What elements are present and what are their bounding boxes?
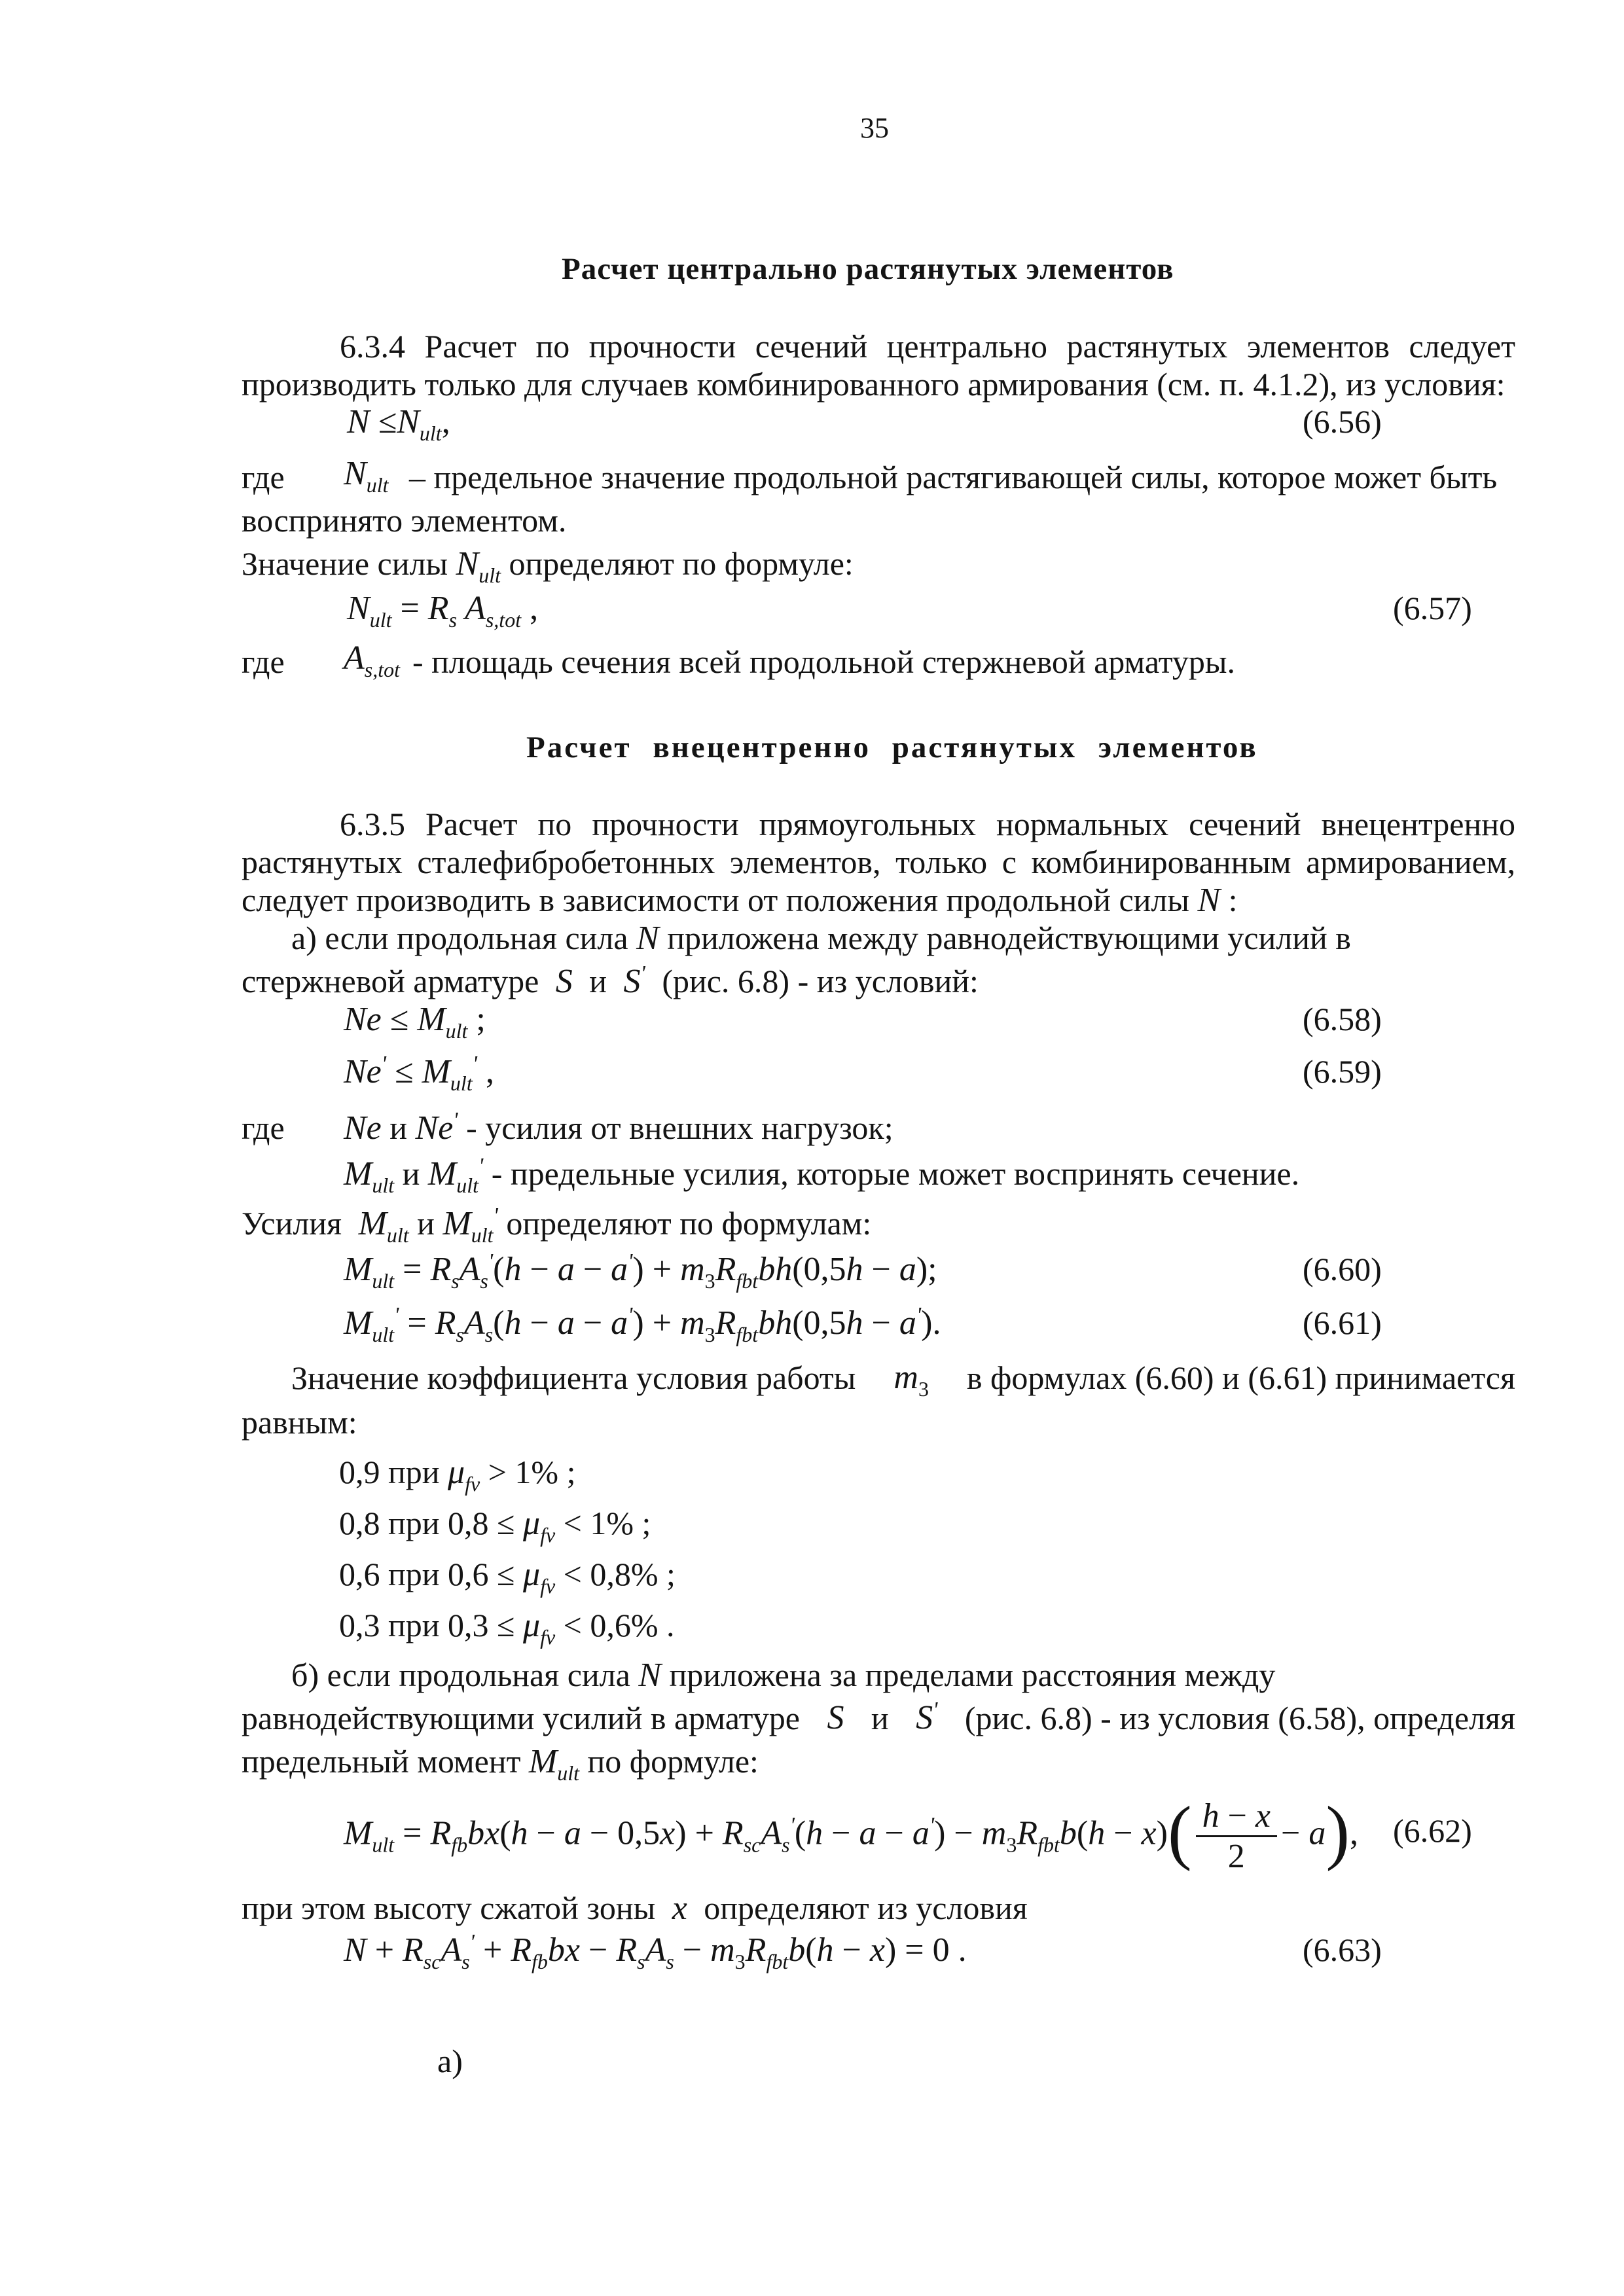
equation-6-59: $Ne' \le M_{ult}'$ , (344, 1052, 494, 1095)
case-a-line2-b: (рис. 6.8) - из условий: (662, 963, 979, 999)
equation-number-6-59: (6.59) (1303, 1053, 1382, 1090)
and-word-3: и (402, 1155, 420, 1192)
coefficient-row-lead: 0,3 при 0,3 ≤ (339, 1607, 515, 1643)
equation-6-58: $Ne \le M_{ult}$ ; (344, 1001, 486, 1043)
force-value-intro (242, 542, 854, 586)
symbol-s-prime: S' (615, 961, 645, 1000)
equation-6-57: $N_{ult} = R_s$ $A_{s,tot}$ , (347, 590, 539, 632)
symbol-ne: Ne (344, 1109, 382, 1147)
symbol-mu-fv: $\mu_{fv}$ (522, 1556, 556, 1598)
symbol-s-2: S (827, 1699, 844, 1736)
coefficient-row (339, 1604, 675, 1647)
where-label-3: где (242, 1109, 285, 1146)
case-a-line1-b: приложена между равнодействующими усилий в (667, 920, 1351, 956)
coefficient-row-condition: > 1% ; (488, 1454, 576, 1490)
symbol-n-2: N (636, 920, 659, 957)
case-b-line3-b: по формуле: (587, 1743, 759, 1780)
nult-definition-line2: воспринято элементом. (242, 502, 567, 539)
symbol-mult-3: $M_{ult}$ (528, 1743, 580, 1785)
coefficient-row-condition: < 1% ; (563, 1505, 651, 1541)
coefficient-line2: равным: (242, 1404, 357, 1441)
symbol-mu-fv: $\mu_{fv}$ (522, 1607, 556, 1649)
height-intro-a: при этом высоту сжатой зоны (242, 1890, 656, 1926)
case-b-line3-a: предельный момент (242, 1743, 521, 1780)
equation-6-60: $M_{ult} = R_sA_s'(h - a - a') + m_3R_{fbt}bh(0,5h - a)$; (344, 1249, 937, 1293)
ne-definition-text: - усилия от внешних нагрузок; (466, 1109, 893, 1146)
equation-6-63: $N + R_{sc}A_s' + R_{fb}bx - R_sA_s - m_3R_{fbt}b(h - x) = 0$ . (344, 1930, 967, 1973)
case-b-line2-b: (рис. 6.8) - из условия (6.58), определяя (964, 1700, 1515, 1736)
force-value-intro-b: определяют по формуле: (509, 545, 854, 582)
nult-symbol: $N_{ult}$ (344, 455, 389, 497)
case-a-line2-a: стержневой арматуре (242, 963, 539, 999)
equation-6-61: $M_{ult}' = R_sA_s(h - a - a') + m_3R_{fbt}bh(0,5h - a')$. (344, 1303, 941, 1346)
mult-definition (344, 1152, 1299, 1196)
symbol-n-3: N (638, 1657, 662, 1694)
coefficient-line1 (291, 1356, 1515, 1399)
paragraph-6-3-5-line3-text: следует производить в зависимости от положения продольной силы (242, 882, 1189, 918)
coefficient-row-lead: 0,9 при (339, 1454, 440, 1490)
case-b-line3 (242, 1740, 759, 1784)
case-b-line1-a: б) если продольная сила (291, 1657, 630, 1693)
coefficient-row (339, 1450, 575, 1494)
section-heading-eccentric-tension: Расчет внецентренно растянутых элементов (526, 730, 1258, 764)
equation-number-6-61: (6.61) (1303, 1304, 1382, 1341)
astot-definition: - площадь сечения всей продольной стержневой арматуры. (412, 643, 1236, 680)
equation-number-6-58: (6.58) (1303, 1001, 1382, 1037)
nult-symbol-inline: $N_{ult}$ (456, 545, 501, 587)
symbol-mu-fv: $\mu_{fv}$ (448, 1454, 480, 1496)
paragraph-6-3-5-line2: растянутых сталефибробетонных элементов, только с комбинированным армированием, (242, 844, 1515, 880)
height-intro (242, 1886, 1028, 1930)
where-label: где (242, 459, 285, 495)
symbol-n: N (1197, 882, 1221, 919)
symbol-mu-fv: $\mu_{fv}$ (522, 1505, 556, 1547)
case-b-line2 (242, 1696, 1515, 1740)
astot-symbol: $A_{s,tot}$ (344, 639, 400, 681)
case-b-line1-b: приложена за пределами расстояния между (669, 1657, 1276, 1693)
forces-intro (242, 1202, 871, 1246)
equation-6-56: $N \le N_{ult}$, (347, 403, 450, 445)
coefficient-row-condition: < 0,8% ; (563, 1556, 676, 1592)
coefficient-line1-b: в формулах (6.60) и (6.61) принимается (966, 1359, 1515, 1396)
case-b-line1 (291, 1653, 1275, 1697)
coefficient-row-lead: 0,8 при 0,8 ≤ (339, 1505, 515, 1541)
coefficient-row (339, 1501, 651, 1545)
symbol-ne-prime: Ne' (415, 1108, 458, 1147)
section-heading-central-tension: Расчет центрально растянутых элементов (562, 252, 1174, 286)
case-a-line1-a: а) если продольная сила (291, 920, 628, 956)
and-word-5: и (871, 1700, 889, 1736)
equation-number-6-57: (6.57) (1393, 590, 1472, 626)
equation-6-62: $M_{ult} = R_{fb}bx(h - a - 0,5x) + R_{sc}A_s'(h - a - a') - m_3R_{fbt}b(h - x)$( $\frac{h - x}{2}$ − a), (344, 1791, 1358, 1875)
and-word-4: и (417, 1205, 435, 1242)
equation-number-6-63: (6.63) (1303, 1931, 1382, 1968)
nult-definition-line1: – предельное значение продольной растягивающей силы, которое может быть (409, 459, 1498, 495)
equation-number-6-62: (6.62) (1393, 1812, 1472, 1849)
symbol-mult: $M_{ult}$ (344, 1155, 395, 1197)
symbol-mult-prime: $M_{ult}'$ (427, 1154, 484, 1197)
forces-intro-a: Усилия (242, 1205, 342, 1242)
symbol-mult-2: $M_{ult}$ (350, 1205, 409, 1247)
force-value-intro-a: Значение силы (242, 545, 448, 582)
and-word: и (589, 963, 607, 999)
paragraph-6-3-5-line1: 6.3.5 Расчет по прочности прямоугольных нормальных сечений внецентренно (340, 806, 1515, 842)
page-number: 35 (860, 112, 889, 144)
ne-definition (344, 1106, 893, 1150)
case-a-line2 (242, 960, 979, 1003)
paragraph-6-3-5-line3: следует производить в зависимости от положения продольной силы N : (242, 882, 1238, 919)
equation-number-6-56: (6.56) (1303, 403, 1382, 440)
symbol-mult-prime-2: $M_{ult}'$ (442, 1204, 498, 1247)
equation-number-6-60: (6.60) (1303, 1251, 1382, 1287)
and-word-2: и (389, 1109, 408, 1146)
where-label-2: где (242, 643, 285, 680)
case-a-line1 (291, 916, 1351, 960)
paragraph-6-3-4-line1: 6.3.4 Расчет по прочности сечений центрально растянутых элементов следует (340, 328, 1515, 365)
figure-label-a: а) (437, 2043, 463, 2079)
mult-definition-text: - предельные усилия, которые может воспринять сечение. (491, 1155, 1300, 1192)
case-b-line2-a: равнодействующими усилий в арматуре (242, 1700, 801, 1736)
symbol-s-prime-2: S' (916, 1698, 938, 1736)
coefficient-row (339, 1552, 676, 1596)
coefficient-row-lead: 0,6 при 0,6 ≤ (339, 1556, 515, 1592)
symbol-s: S (547, 963, 581, 1000)
symbol-x: x (663, 1890, 696, 1927)
symbol-m3: $m_3$ (893, 1359, 929, 1401)
coefficient-line1-a: Значение коэффициента условия работы (291, 1359, 856, 1396)
coefficient-row-condition: < 0,6% . (563, 1607, 675, 1643)
paragraph-6-3-4-line2: производить только для случаев комбинированного армирования (см. п. 4.1.2), из условия: (242, 366, 1506, 403)
height-intro-b: определяют из условия (704, 1890, 1028, 1926)
forces-intro-b: определяют по формулам: (506, 1205, 872, 1242)
